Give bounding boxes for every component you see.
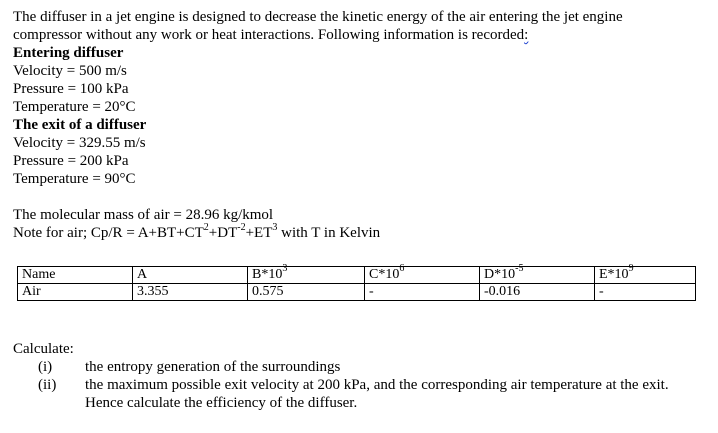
header-d: $D*10^{-5}$ [480, 267, 595, 284]
entering-heading: Entering diffuser [13, 45, 124, 61]
coefficients-table [17, 263, 696, 301]
cp-mid-1: +DT [208, 225, 238, 241]
cell-c: - [365, 284, 480, 301]
entering-velocity: Velocity = 500 m/s [13, 63, 127, 79]
header-a: A [133, 267, 248, 284]
intro-line-2 [13, 26, 708, 44]
exit-velocity: Velocity = 329.55 m/s [13, 135, 146, 151]
table-row [18, 284, 696, 301]
cp-prefix: Note for air; Cp/R = A+BT+CT [13, 225, 204, 241]
calculate-item-2 [13, 376, 685, 412]
cp-formula-note [13, 224, 708, 242]
cell-d: -0.016 [480, 284, 595, 301]
cp-suffix: with T in Kelvin [277, 225, 381, 241]
item-number: (i) [38, 359, 53, 375]
table-header-row [18, 267, 696, 284]
cp-exp-1: 2 [203, 222, 209, 233]
exit-pressure: Pressure = 200 kPa [13, 153, 129, 169]
entering-temperature: Temperature = 20°C [13, 99, 136, 115]
entering-pressure: Pressure = 100 kPa [13, 81, 129, 97]
cell-name: Air [18, 284, 133, 301]
molecular-mass-note: The molecular mass of air = 28.96 kg/kmol [13, 207, 274, 223]
exit-heading: The exit of a diffuser [13, 117, 147, 133]
exit-temperature: Temperature = 90°C [13, 171, 136, 187]
cell-a: 3.355 [133, 284, 248, 301]
problem-document [13, 8, 708, 242]
intro-line-1: The diffuser in a jet engine is designed to decrease the kinetic energy of the air entering the jet engine [13, 9, 623, 25]
item-text: the entropy generation of the surroundings [85, 359, 341, 375]
calculate-label: Calculate: [13, 341, 74, 357]
spellcheck-colon: : [524, 27, 529, 43]
blank-line [13, 188, 708, 206]
cell-b: 0.575 [248, 284, 365, 301]
calculate-section [13, 340, 685, 412]
cp-exp-3: 3 [272, 222, 278, 233]
cell-e: - [595, 284, 696, 301]
calculate-item-1 [13, 358, 685, 376]
intro-line-2-text: compressor without any work or heat interactions. Following information is recorded [13, 27, 525, 43]
header-e: $E*10^9$ [595, 267, 696, 284]
header-name: Name [18, 267, 133, 284]
item-number: (ii) [38, 377, 57, 393]
header-c: $C*10^6$ [365, 267, 480, 284]
cp-exp-2: -2 [237, 222, 246, 233]
cp-mid-2: +ET [245, 225, 273, 241]
item-text: the maximum possible exit velocity at 200 kPa, and the corresponding air temperature at the exit. Hence calculate the efficiency of the diffuser. [85, 377, 669, 411]
header-b: $B*10^3$ [248, 267, 365, 284]
